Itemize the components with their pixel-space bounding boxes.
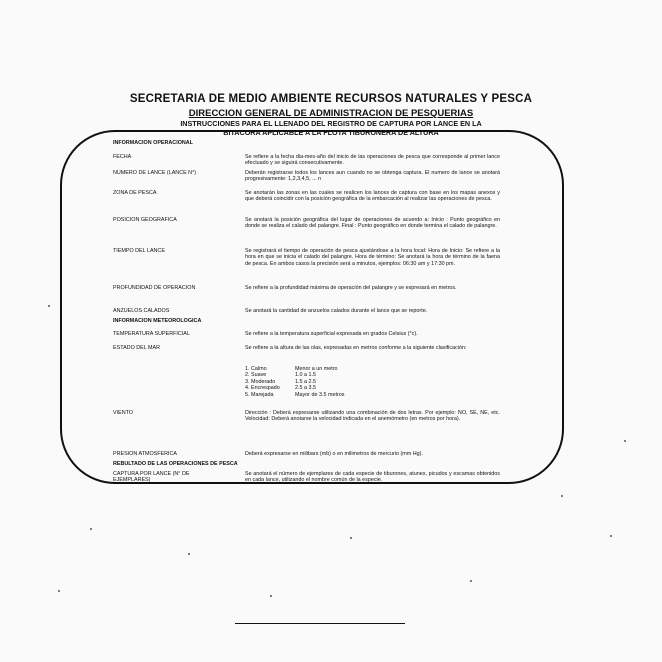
field-label-presion: PRESION ATMOSFERICA — [113, 451, 177, 457]
sea-state-name: 5. Marejada — [245, 391, 274, 398]
sea-state-name: 3. Moderado — [245, 378, 276, 385]
bottom-rule — [235, 623, 405, 624]
sea-state-name: 1. Calmo — [245, 366, 267, 372]
sea-state-name: 4. Encrespado — [245, 385, 280, 392]
field-label-fecha: FECHA — [113, 154, 132, 160]
field-label-posicion: POSICION GEOGRAFICA — [113, 217, 177, 223]
scan-speck — [270, 595, 272, 597]
sea-state-range: 2.5 a 3.5 — [295, 385, 316, 392]
field-label-temperatura: TEMPERATURA SUPERFICIAL — [113, 331, 190, 337]
field-label-estado-mar: ESTADO DEL MAR — [113, 345, 161, 351]
scan-speck — [624, 440, 626, 442]
section-operacional: INFORMACION OPERACIONAL — [113, 140, 193, 146]
field-desc-anzuelos: Se anotará la cantidad de anzuelos calados durante el lance que se reporte. — [245, 308, 428, 314]
sea-state-range: 1.5 a 2.5 — [295, 378, 316, 385]
field-desc-viento: Dirección : Deberá expresarse utilizando una combinación de dos letras. Por ejemplo: NO, SE, NE, etc. Velocidad: Deberá anotarse la velocidad indicada en el anemómetro (en metros por hora). — [245, 410, 500, 423]
sea-state-range: Menor a un metro — [295, 366, 338, 372]
scan-speck — [610, 535, 612, 537]
ministry-heading: SECRETARIA DE MEDIO AMBIENTE RECURSOS NATURALES Y PESCA — [129, 93, 533, 105]
field-desc-tiempo: Se registrará el tiempo de operación de pesca ajustándose a la hora local: Hora de Inicio: Se refiere a la hora en que se inicia el calado del palangre. Hora de término: Se anotará la hora de término de la faena de pesca. En ambos casos la precisión será a minutos, ejemplos: 06:30 am y 17:30 pm. — [245, 248, 500, 267]
scan-speck — [561, 495, 563, 497]
sea-state-scale — [245, 366, 405, 398]
scan-speck — [58, 590, 60, 592]
field-label-anzuelos: ANZUELOS CALADOS — [113, 308, 170, 314]
field-label-zona-pesca: ZONA DE PESCA — [113, 190, 157, 196]
field-desc-estado-mar: Se refiere a la altura de las olas, expresadas en metros conforme a la siguiente clasificación: — [245, 345, 467, 351]
scan-speck — [90, 528, 92, 530]
sea-state-range: Mayor de 3.5 metros — [295, 391, 345, 398]
scan-speck — [188, 553, 190, 555]
field-desc-profundidad: Se refiere a la profundidad máxima de operación del palangre y se expresará en metros. — [245, 285, 457, 291]
field-label-captura: CAPTURA POR LANCE (N° DE EJEMPLARES) — [113, 471, 190, 484]
field-label-profundidad: PROFUNDIDAD DE OPERACION — [113, 285, 196, 291]
field-desc-temperatura: Se refiere a la temperatura superficial expresada en grados Celsius (°c). — [245, 331, 418, 337]
instructions-line-1: INSTRUCCIONES PARA EL LLENADO DEL REGISTRO DE CAPTURA POR LANCE EN LA — [180, 119, 482, 128]
field-label-viento: VIENTO — [113, 410, 133, 416]
field-desc-captura: Se anotará el número de ejemplares de cada especie de tiburones, atunes, picudos y escamas obtenidos en cada lance, utilizando el nombre común de la especie. — [245, 471, 500, 484]
sea-state-row — [245, 392, 405, 398]
field-desc-fecha: Se refiere a la fecha dia-mes-año del inicio de las operaciones de pesca que corresponde al primer lance efectuado y se siguirá consecutivamente. — [245, 154, 500, 167]
scan-speck — [350, 537, 352, 539]
field-label-tiempo: TIEMPO DEL LANCE — [113, 248, 165, 254]
field-desc-posicion: Se anotará la posición geográfica del lugar de operaciones de acuerdo a: Inicio : Punto geográfico en donde se realiza el calado del palangre. Final : Punto geográfico en donde termina el calado de palangre. — [245, 217, 500, 230]
instructions-line-2: BITACORA APLICABLE A LA FLOTA TIBURONERA DE ALTURA — [223, 128, 439, 137]
field-desc-presion: Deberá expresarse en milibars (mb) o en milimetros de mercurio (mm Hg). — [245, 451, 423, 457]
rounded-frame — [60, 130, 564, 484]
scan-speck — [48, 305, 50, 307]
direction-heading: DIRECCION GENERAL DE ADMINISTRACION DE PESQUERIAS — [188, 108, 474, 119]
sea-state-range: 1.0 a 1.5 — [295, 372, 316, 379]
section-meteorologica: INFORMACION METEOROLOGICA — [113, 318, 202, 324]
scan-speck — [470, 580, 472, 582]
field-desc-numero-lance: Deberán registrarse todos los lances aun cuando no se obtenga captura. El numero de lance se anotará progresivamente: 1,2,3,4,5, ... n — [245, 170, 500, 183]
field-label-numero-lance: NUMERO DE LANCE (LANCE N°) — [113, 170, 197, 176]
field-desc-zona-pesca: Se anotarán las zonas en las cuales se realicen los lances de captura con base en los mapas anexos y que deberá coincidir con la posición geográfica de la embarcación al realizar las operaciones de pesca. — [245, 190, 500, 203]
sea-state-name: 2. Suave — [245, 372, 267, 379]
section-resultado: REBULTADO DE LAS OPERACIONES DE PESCA — [113, 461, 238, 467]
